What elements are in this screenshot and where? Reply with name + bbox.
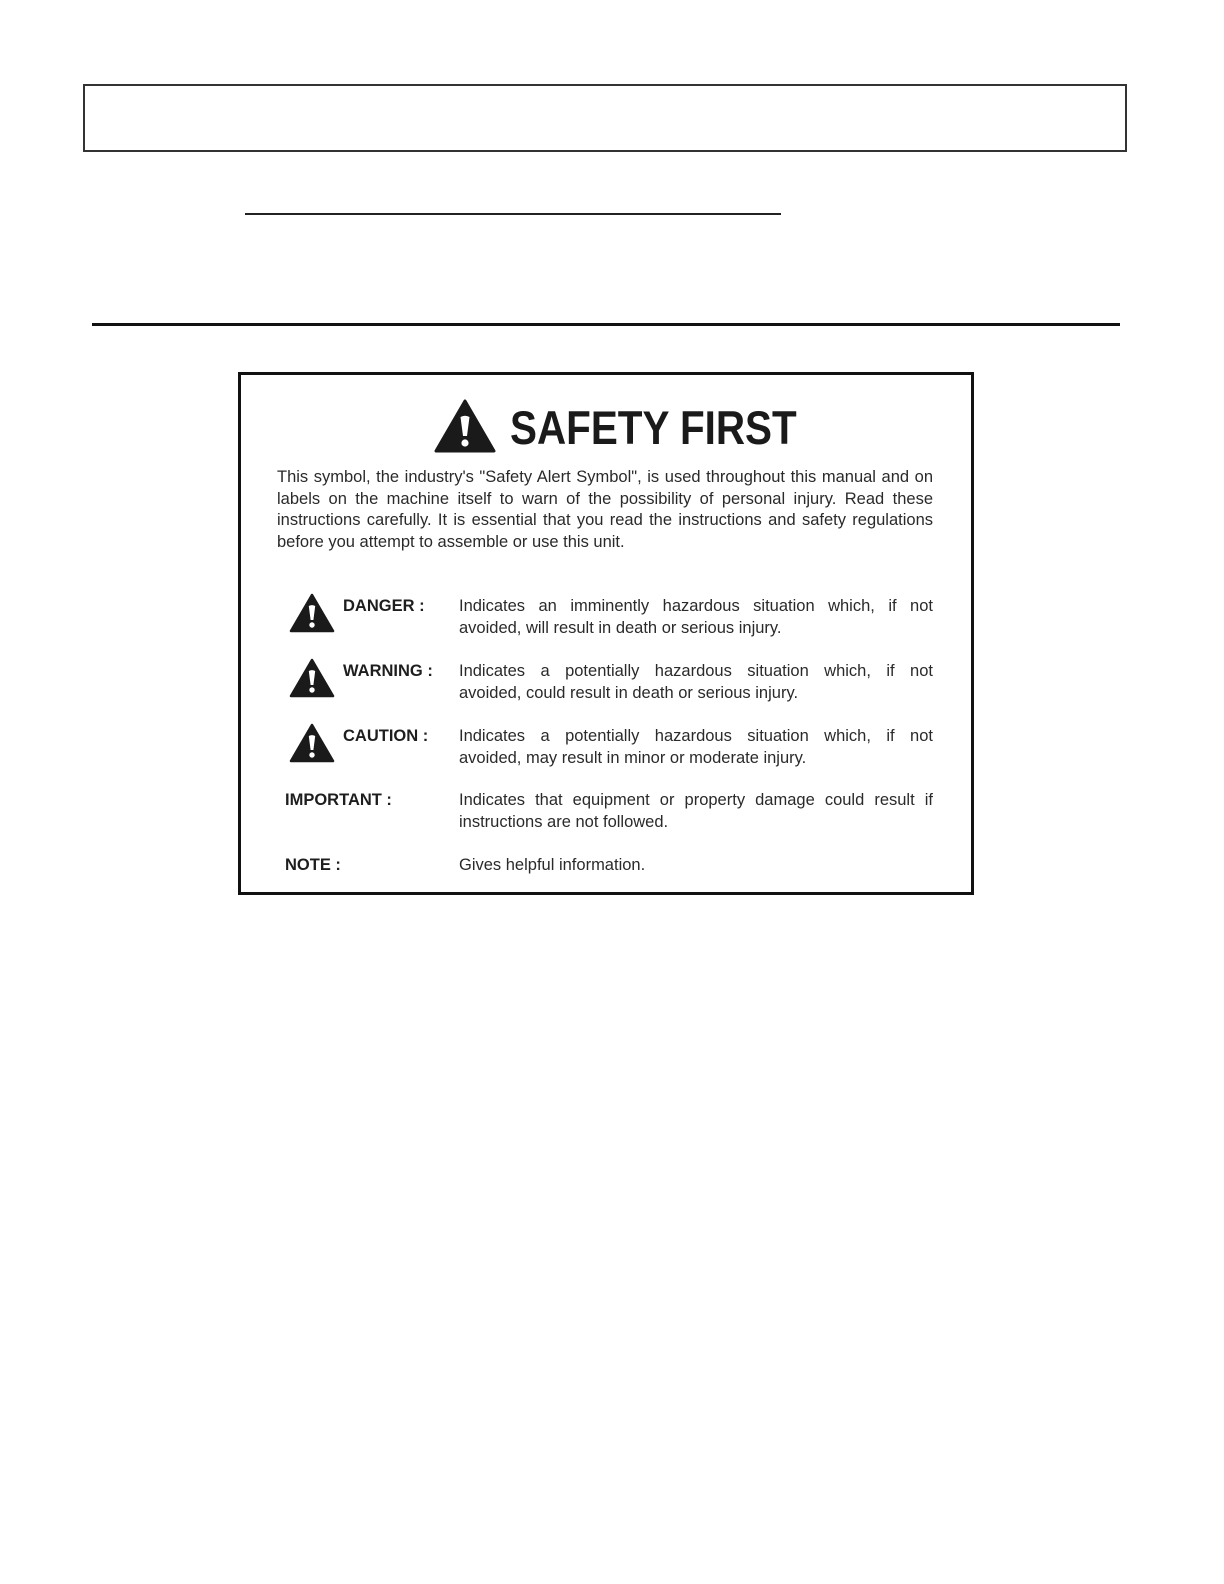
caution-label: CAUTION :: [343, 727, 429, 745]
note-label: NOTE :: [285, 856, 341, 874]
definition-warning: [241, 661, 971, 707]
caution-description: [459, 726, 933, 769]
danger-label: DANGER :: [343, 597, 425, 615]
caution-description-line2: avoided, may result in minor or moderate injury.: [459, 748, 807, 767]
important-description-line2: instructions are not followed.: [459, 812, 669, 831]
safety-alert-triangle-icon: [434, 399, 496, 453]
warning-label: WARNING :: [343, 662, 433, 680]
definition-danger: [241, 596, 971, 642]
danger-description: [459, 596, 933, 639]
note-description: [459, 855, 933, 877]
safety-first-panel: [238, 372, 974, 895]
warning-description-line2: avoided, could result in death or serious injury.: [459, 683, 799, 702]
important-label: IMPORTANT :: [285, 791, 392, 809]
caution-description-line1: Indicates a potentially hazardous situation which, if not: [459, 727, 933, 745]
safety-alert-triangle-icon: [289, 658, 335, 698]
safety-alert-triangle-icon: [289, 723, 335, 763]
title-underline: [245, 213, 781, 215]
definition-important: [241, 790, 971, 836]
section-divider: [92, 323, 1120, 326]
safety-title-row: [241, 397, 971, 457]
important-description: [459, 790, 933, 833]
definition-caution: [241, 726, 971, 772]
safety-alert-triangle-icon: [289, 593, 335, 633]
danger-description-line2: avoided, will result in death or serious injury.: [459, 618, 782, 637]
safety-title: SAFETY FIRST: [510, 400, 797, 454]
warning-description: [459, 661, 933, 704]
definition-note: [241, 855, 971, 901]
danger-description-line1: Indicates an imminently hazardous situation which, if not: [459, 597, 933, 615]
safety-intro-paragraph: This symbol, the industry's "Safety Alert Symbol", is used throughout this manual and on labels on the machine itself to warn of the possibility of personal injury. Read these instructions carefully. It is essential that you read the instructions and safety regulations before you attempt to assemble or use this unit.: [277, 468, 933, 551]
important-description-line1: Indicates that equipment or property damage could result if: [459, 791, 933, 809]
note-description-line1: Gives helpful information.: [459, 856, 646, 874]
header-frame: [83, 84, 1127, 152]
warning-description-line1: Indicates a potentially hazardous situation which, if not: [459, 662, 933, 680]
